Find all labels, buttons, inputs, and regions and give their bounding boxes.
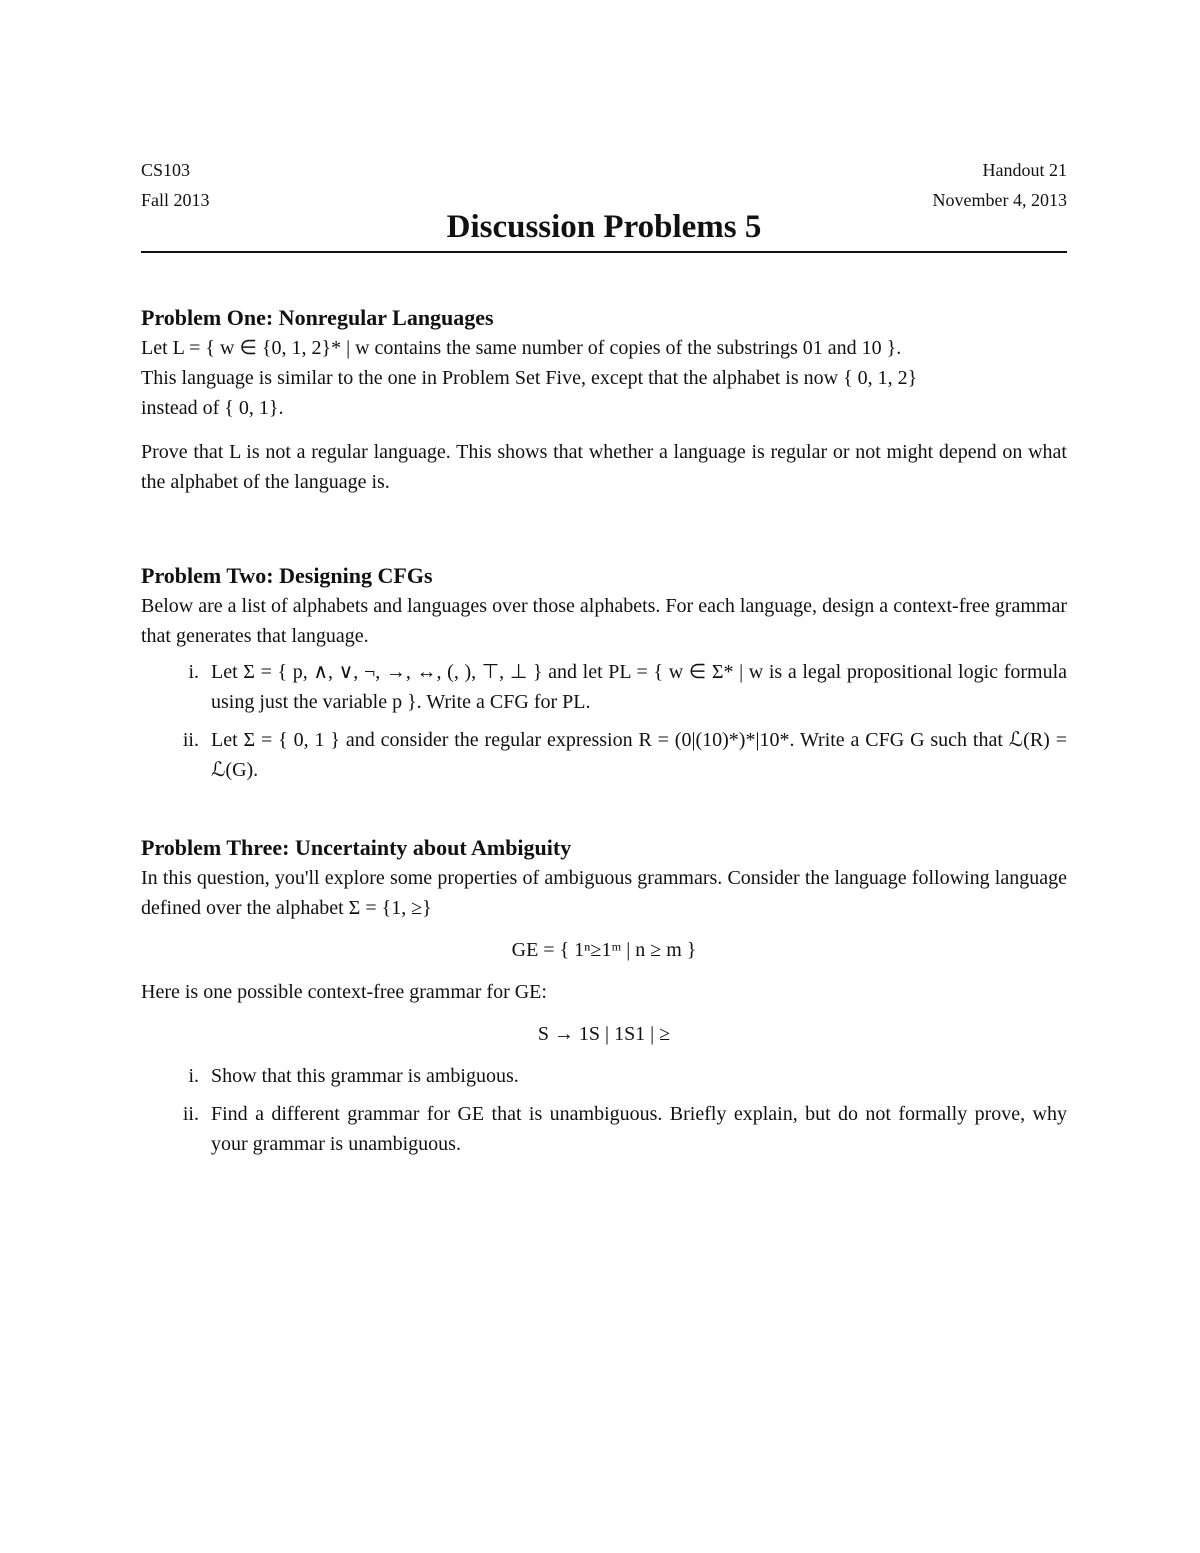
problem-one-para2: Prove that L is not a regular language. This shows that whether a language is regular or not might depend on what the alphabet of the language is. <box>141 441 1067 493</box>
term: Fall 2013 <box>141 190 210 210</box>
problem-one-heading: Problem One: Nonregular Languages <box>141 305 494 330</box>
problem-two-intro: Below are a list of alphabets and languages over those alphabets. For each language, design a context-free grammar that generates that language. <box>141 595 1067 647</box>
problem-three-intro: In this question, you'll explore some properties of ambiguous grammars. Consider the language following language defined over the alphabet Σ = {1, ≥} <box>141 867 1067 919</box>
problem-two <box>141 561 1067 785</box>
problem-two-heading: Problem Two: Designing CFGs <box>141 563 433 588</box>
problem-three-heading: Problem Three: Uncertainty about Ambiguity <box>141 835 572 860</box>
item-text: Let Σ = { p, ∧, ∨, ¬, →, ↔, (, ), ⊤, ⊥ } and let PL = { w ∈ Σ* | w is a legal propositional logic formula using just the variable p }. Write a CFG for PL. <box>211 661 1067 713</box>
problem-two-list <box>141 657 1067 785</box>
date: November 4, 2013 <box>932 190 1067 210</box>
problem-one-definition: Let L = { w ∈ {0, 1, 2}* | w contains the same number of copies of the substrings 01 and 10 }. <box>141 337 902 359</box>
title-rule <box>141 251 1067 253</box>
problem-three <box>141 833 1067 1159</box>
problem-one-line2: This language is similar to the one in Problem Set Five, except that the alphabet is now { 0, 1, 2} <box>141 367 918 389</box>
problem-three-list <box>141 1061 1067 1159</box>
page-title: Discussion Problems 5 <box>446 209 762 245</box>
list-item <box>141 657 1067 717</box>
item-number: i. <box>188 661 199 683</box>
problem-one-line3: instead of { 0, 1}. <box>141 397 284 419</box>
list-item <box>141 725 1067 785</box>
item-number: ii. <box>182 729 199 751</box>
course-code: CS103 <box>141 160 191 180</box>
handout-number: Handout 21 <box>982 160 1067 180</box>
item-text: Let Σ = { 0, 1 } and consider the regular expression R = (0|(10)*)*|10*. Write a CFG G such that ℒ(R) = ℒ(G). <box>211 729 1067 781</box>
problem-one <box>141 303 1067 497</box>
grammar-rule: S → 1S | 1S1 | ≥ <box>537 1023 671 1045</box>
grammar-intro: Here is one possible context-free grammar for GE: <box>141 981 547 1003</box>
language-definition: GE = { 1ⁿ≥1ᵐ | n ≥ m } <box>511 939 697 961</box>
item-number: ii. <box>182 1103 199 1125</box>
header-row-1 <box>141 155 1067 185</box>
item-text: Find a different grammar for GE that is unambiguous. Briefly explain, but do not formally prove, why your grammar is unambiguous. <box>211 1103 1067 1155</box>
item-text: Show that this grammar is ambiguous. <box>211 1065 519 1087</box>
list-item <box>141 1099 1067 1159</box>
item-number: i. <box>188 1065 199 1087</box>
list-item <box>141 1061 1067 1091</box>
handout-page <box>141 155 1067 1167</box>
